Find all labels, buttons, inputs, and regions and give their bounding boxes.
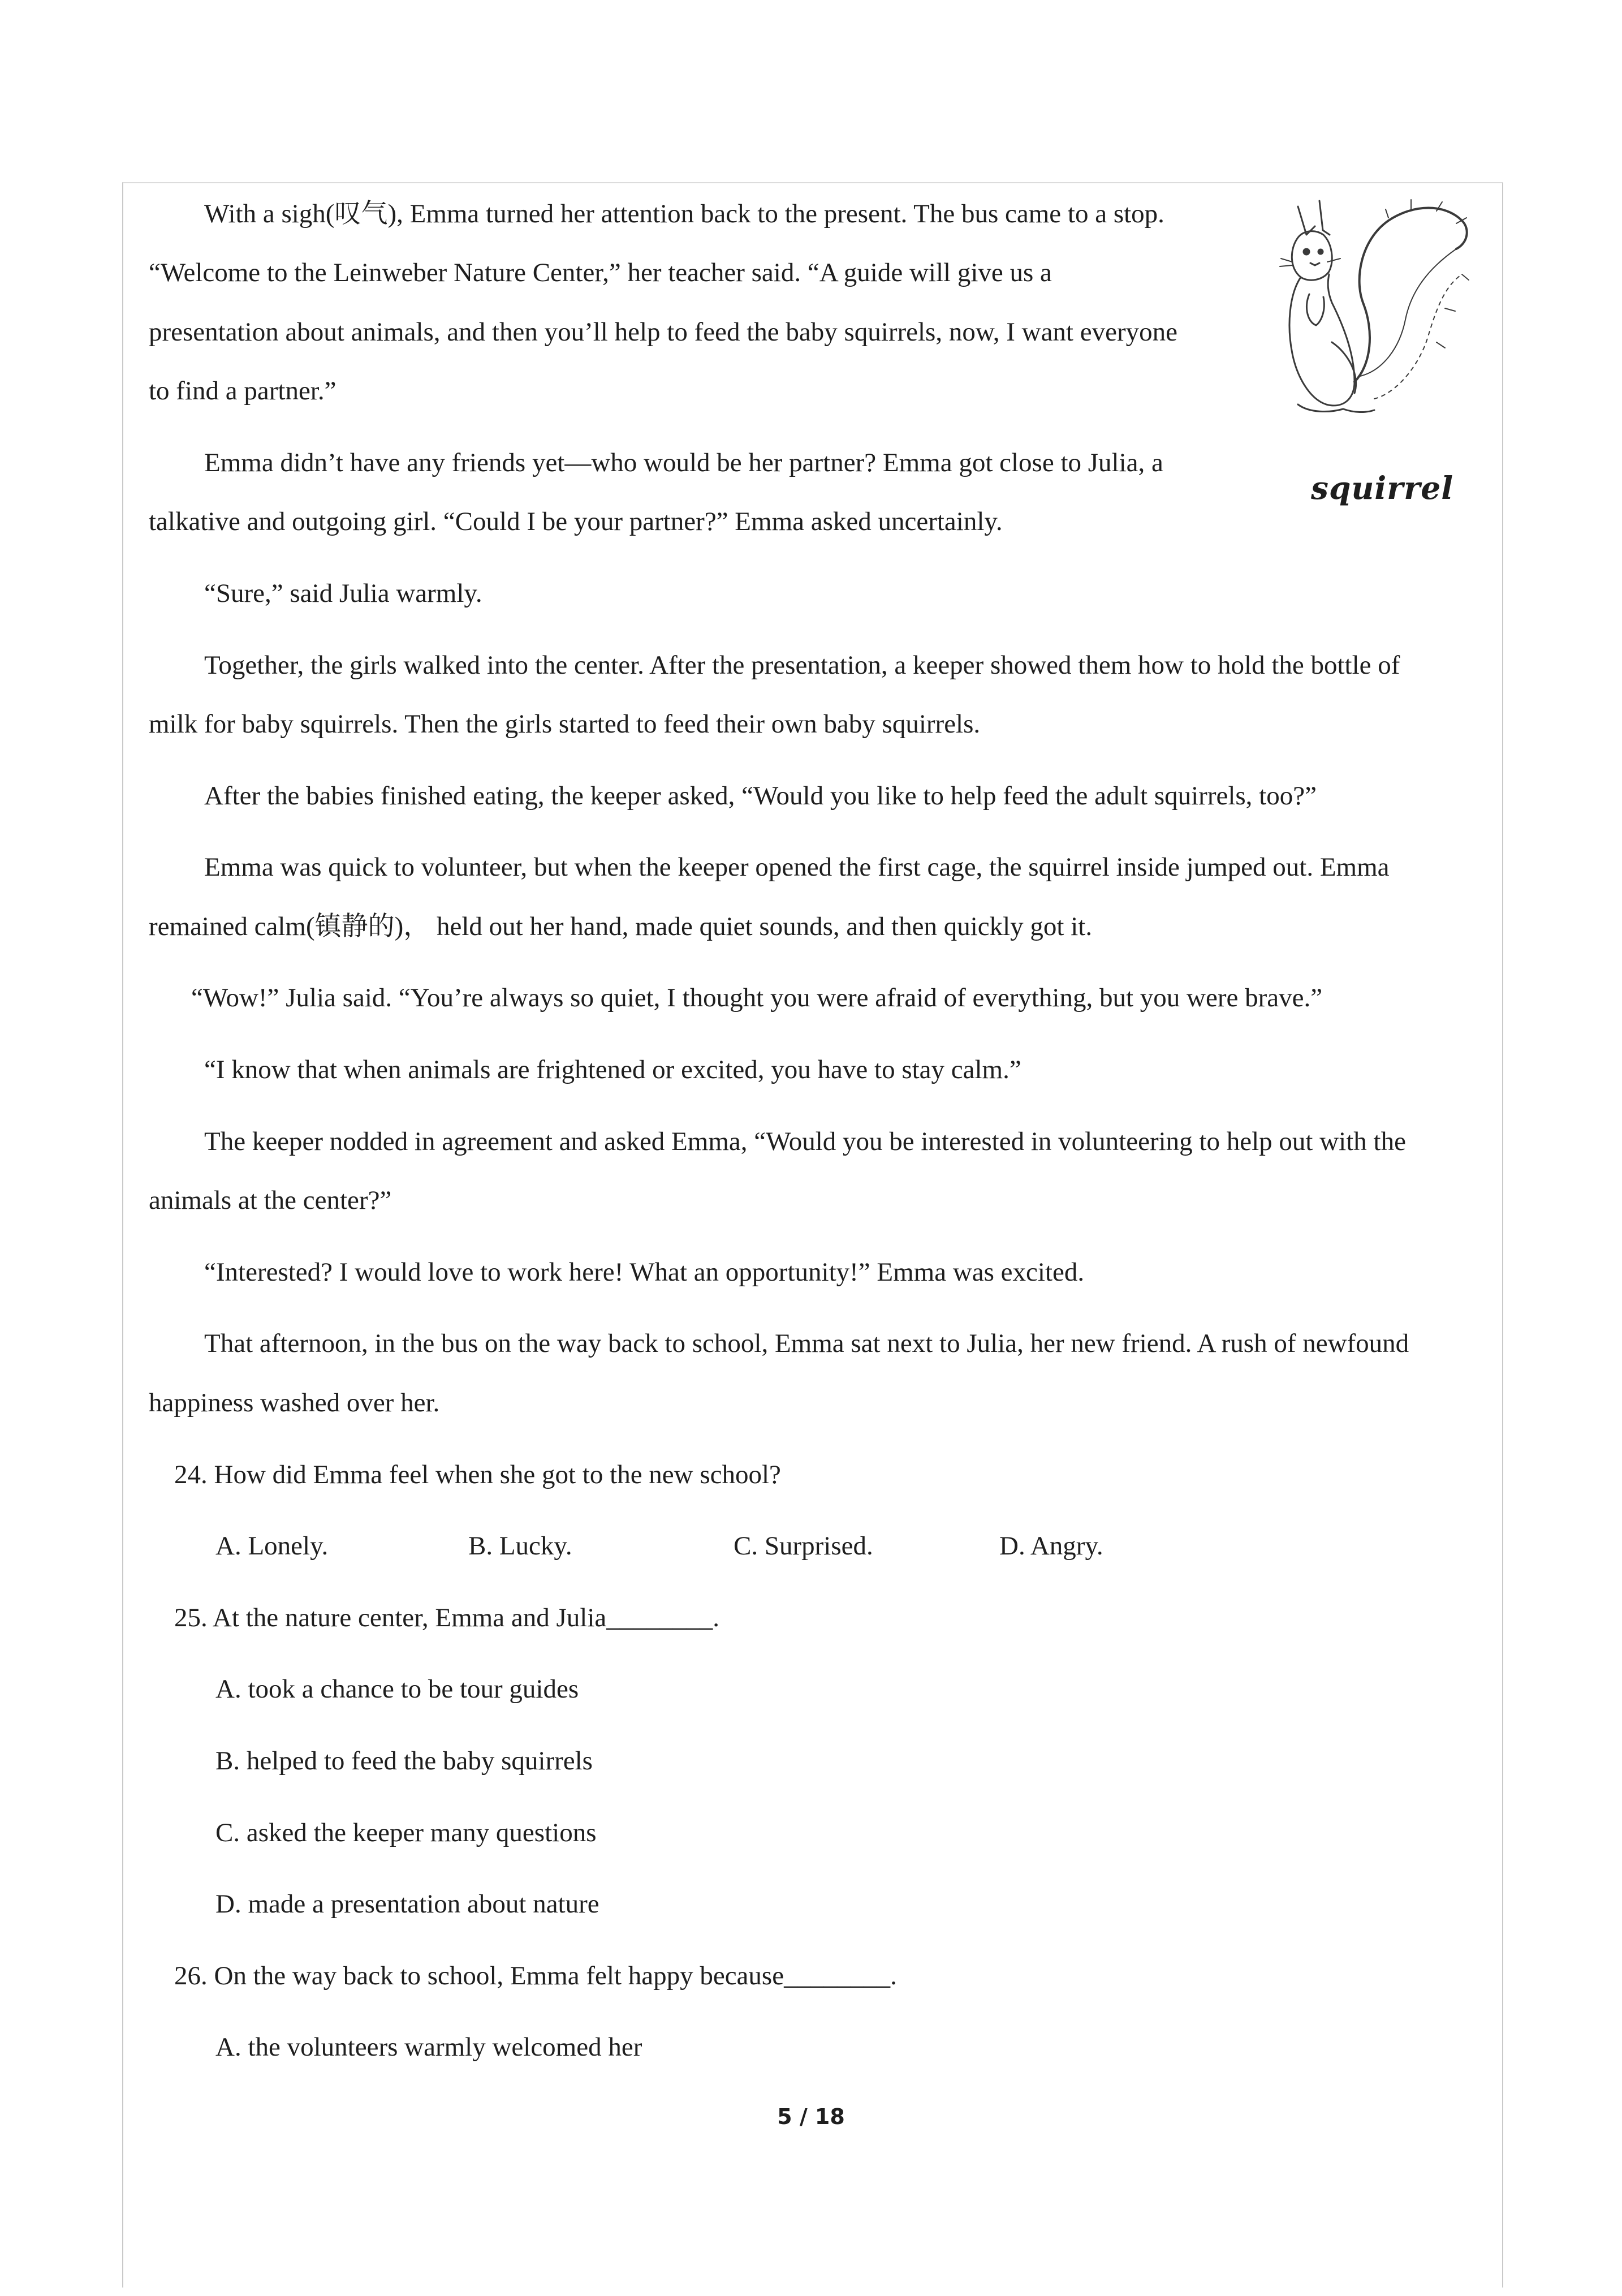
question-25-option-c: C. asked the keeper many questions: [215, 1818, 597, 1847]
passage-line: presentation about animals, and then you’ll help to feed the baby squirrels, now, I want everyone: [149, 317, 1177, 347]
passage-line: Together, the girls walked into the center. After the presentation, a keeper showed them how to hold the bottle of: [204, 651, 1400, 680]
squirrel-illustration: [1275, 195, 1470, 444]
page-number: 5 / 18: [777, 2104, 845, 2129]
passage-line: milk for baby squirrels. Then the girls started to feed their own baby squirrels.: [149, 709, 981, 739]
passage-line: talkative and outgoing girl. “Could I be your partner?” Emma asked uncertainly.: [149, 507, 1003, 536]
question-24-option-d: D. Angry.: [999, 1531, 1103, 1561]
question-25-option-a: A. took a chance to be tour guides: [215, 1674, 579, 1704]
question-25-option-d: D. made a presentation about nature: [215, 1889, 599, 1919]
passage-line: The keeper nodded in agreement and asked Emma, “Would you be interested in volunteering to help out with the: [204, 1127, 1406, 1156]
passage-line: With a sigh(叹气), Emma turned her attention back to the present. The bus came to a stop.: [204, 199, 1164, 229]
passage-line: Emma was quick to volunteer, but when the keeper opened the first cage, the squirrel inside jumped out. Emma: [204, 852, 1390, 882]
passage-line: “Welcome to the Leinweber Nature Center,” her teacher said. “A guide will give us a: [149, 258, 1052, 287]
passage-line: “Wow!” Julia said. “You’re always so quiet, I thought you were afraid of everything, but you were brave.”: [191, 983, 1323, 1013]
passage-line: Emma didn’t have any friends yet—who would be her partner? Emma got close to Julia, a: [204, 448, 1163, 477]
question-24-option-c: C. Surprised.: [734, 1531, 873, 1561]
question-26-stem: 26. On the way back to school, Emma felt happy because________.: [174, 1961, 897, 1991]
passage-line: remained calm(镇静的)， held out her hand, made quiet sounds, and then quickly got it.: [149, 912, 1093, 941]
figure-caption: squirrel: [1311, 469, 1454, 506]
passage-line: After the babies finished eating, the keeper asked, “Would you like to help feed the adult squirrels, too?”: [204, 781, 1317, 811]
passage-line: “Sure,” said Julia warmly.: [204, 579, 482, 608]
question-24-stem: 24. How did Emma feel when she got to the new school?: [174, 1460, 781, 1489]
passage-line: happiness washed over her.: [149, 1388, 440, 1418]
passage-line: That afternoon, in the bus on the way back to school, Emma sat next to Julia, her new friend. A rush of newfound: [204, 1329, 1409, 1358]
passage-line: “I know that when animals are frightened or excited, you have to stay calm.”: [204, 1055, 1021, 1084]
passage-line: “Interested? I would love to work here! What an opportunity!” Emma was excited.: [204, 1257, 1085, 1287]
passage-line: animals at the center?”: [149, 1186, 392, 1215]
question-24-option-a: A. Lonely.: [215, 1531, 329, 1561]
question-24-option-b: B. Lucky.: [468, 1531, 572, 1561]
question-26-option-a: A. the volunteers warmly welcomed her: [215, 2032, 642, 2062]
passage-line: to find a partner.”: [149, 376, 337, 406]
question-25-stem: 25. At the nature center, Emma and Julia________.: [174, 1603, 719, 1632]
question-25-option-b: B. helped to feed the baby squirrels: [215, 1746, 593, 1776]
